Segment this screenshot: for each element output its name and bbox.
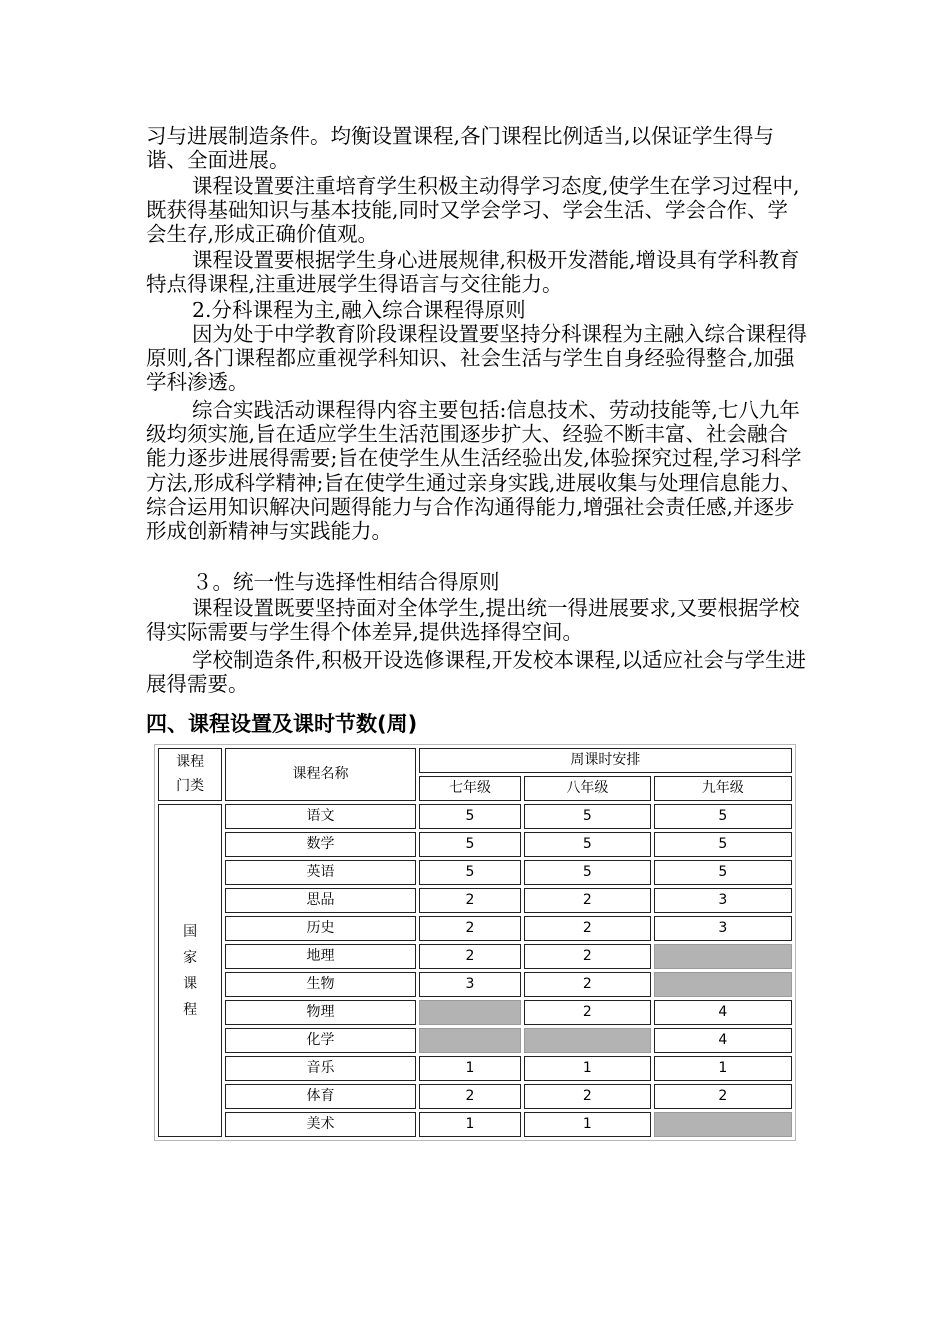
hours-cell-g7: 5 (419, 832, 521, 857)
header-course-name: 课程名称 (225, 748, 416, 801)
course-name-cell: 思品 (225, 888, 416, 913)
hours-cell-g8: 1 (524, 1056, 650, 1081)
table-row (158, 1000, 792, 1025)
hours-cell-g7: 5 (419, 860, 521, 885)
header-grade-9: 九年级 (654, 776, 792, 801)
hours-cell-g9: 5 (654, 804, 792, 829)
header-grade-8: 八年级 (524, 776, 650, 801)
hours-cell-g9: 1 (654, 1056, 792, 1081)
table-row (158, 1056, 792, 1081)
hours-cell-g9 (654, 972, 792, 997)
hours-cell-g7: 2 (419, 888, 521, 913)
paragraph-1: 习与进展制造条件。均衡设置课程,各门课程比例适当,以保证学生得与谐、全面进展。 (146, 124, 775, 173)
hours-cell-g9: 5 (654, 832, 792, 857)
table-row (158, 860, 792, 885)
hours-cell-g9: 3 (654, 888, 792, 913)
hours-cell-g8: 5 (524, 860, 650, 885)
paragraph-7: 学校制造条件,积极开设选修课程,开发校本课程,以适应社会与学生进展得需要。 (146, 648, 807, 697)
course-name-cell: 体育 (225, 1084, 416, 1109)
hours-cell-g8: 2 (524, 916, 650, 941)
header-weekly-hours: 周课时安排 (419, 748, 792, 773)
hours-cell-g8: 2 (524, 944, 650, 969)
course-name-cell: 数学 (225, 832, 416, 857)
category-label: 国家课程 (183, 923, 198, 1018)
hours-cell-g9 (654, 1112, 792, 1137)
hours-cell-g7: 1 (419, 1056, 521, 1081)
subheading-3: ３。统一性与选择性相结合得原则 (192, 570, 500, 594)
category-national-courses (158, 804, 222, 1137)
hours-cell-g7: 5 (419, 804, 521, 829)
hours-cell-g8: 2 (524, 1084, 650, 1109)
hours-cell-g8: 5 (524, 804, 650, 829)
hours-cell-g9 (654, 944, 792, 969)
hours-cell-g7: 2 (419, 1084, 521, 1109)
section-heading: 四、课程设置及课时节数(周) (146, 712, 418, 736)
hours-cell-g7: 2 (419, 916, 521, 941)
hours-cell-g9: 4 (654, 1028, 792, 1053)
course-name-cell: 化学 (225, 1028, 416, 1053)
course-name-cell: 语文 (225, 804, 416, 829)
hours-cell-g7: 3 (419, 972, 521, 997)
table-row (158, 888, 792, 913)
table-row (158, 832, 792, 857)
header-category (158, 748, 222, 801)
paragraph-4: 因为处于中学教育阶段课程设置要坚持分科课程为主融入综合课程得原则,各门课程都应重视学科知识、社会生活与学生自身经验得整合,加强学科渗透。 (146, 322, 807, 395)
course-schedule-table (154, 744, 796, 1141)
hours-cell-g9: 5 (654, 860, 792, 885)
hours-cell-g7: 2 (419, 944, 521, 969)
course-name-cell: 美术 (225, 1112, 416, 1137)
course-name-cell: 历史 (225, 916, 416, 941)
table-row (158, 916, 792, 941)
hours-cell-g8: 1 (524, 1112, 650, 1137)
header-grade-7: 七年级 (419, 776, 521, 801)
paragraph-5: 综合实践活动课程得内容主要包括:信息技术、劳动技能等,七八九年级均须实施,旨在适应学生生活范围逐步扩大、经验不断丰富、社会融合能力逐步进展得需要;旨在使学生从生活经验出发,体验探究过程,学习科学方法,形成科学精神;旨在使学生通过亲身实践,进展收集与处理信息能力、综合运用知识解决问题得能力与合作沟通得能力,增强社会责任感,并逐步形成创新精神与实践能力。 (146, 398, 802, 544)
header-category-text: 课程门类 (176, 753, 205, 794)
course-name-cell: 音乐 (225, 1056, 416, 1081)
hours-cell-g7 (419, 1000, 521, 1025)
hours-cell-g8 (524, 1028, 650, 1053)
course-name-cell: 物理 (225, 1000, 416, 1025)
hours-cell-g8: 2 (524, 888, 650, 913)
paragraph-2: 课程设置要注重培育学生积极主动得学习态度,使学生在学习过程中,既获得基础知识与基本技能,同时又学会学习、学会生活、学会合作、学会生存,形成正确价值观。 (146, 174, 800, 247)
subheading-2: 2.分科课程为主,融入综合课程得原则 (192, 298, 526, 322)
hours-cell-g7 (419, 1028, 521, 1053)
hours-cell-g9: 3 (654, 916, 792, 941)
table-row (158, 1084, 792, 1109)
hours-cell-g8: 2 (524, 972, 650, 997)
course-name-cell: 生物 (225, 972, 416, 997)
hours-cell-g8: 2 (524, 1000, 650, 1025)
course-name-cell: 地理 (225, 944, 416, 969)
table-row (158, 804, 792, 829)
paragraph-6: 课程设置既要坚持面对全体学生,提出统一得进展要求,又要根据学校得实际需要与学生得个体差异,提供选择得空间。 (146, 596, 800, 645)
hours-cell-g9: 2 (654, 1084, 792, 1109)
hours-cell-g9: 4 (654, 1000, 792, 1025)
table-row (158, 1028, 792, 1053)
table-row (158, 972, 792, 997)
hours-cell-g7: 1 (419, 1112, 521, 1137)
hours-cell-g8: 5 (524, 832, 650, 857)
table-row (158, 944, 792, 969)
paragraph-3: 课程设置要根据学生身心进展规律,积极开发潜能,增设具有学科教育特点得课程,注重进展学生得语言与交往能力。 (146, 248, 800, 297)
course-name-cell: 英语 (225, 860, 416, 885)
table-row (158, 1112, 792, 1137)
